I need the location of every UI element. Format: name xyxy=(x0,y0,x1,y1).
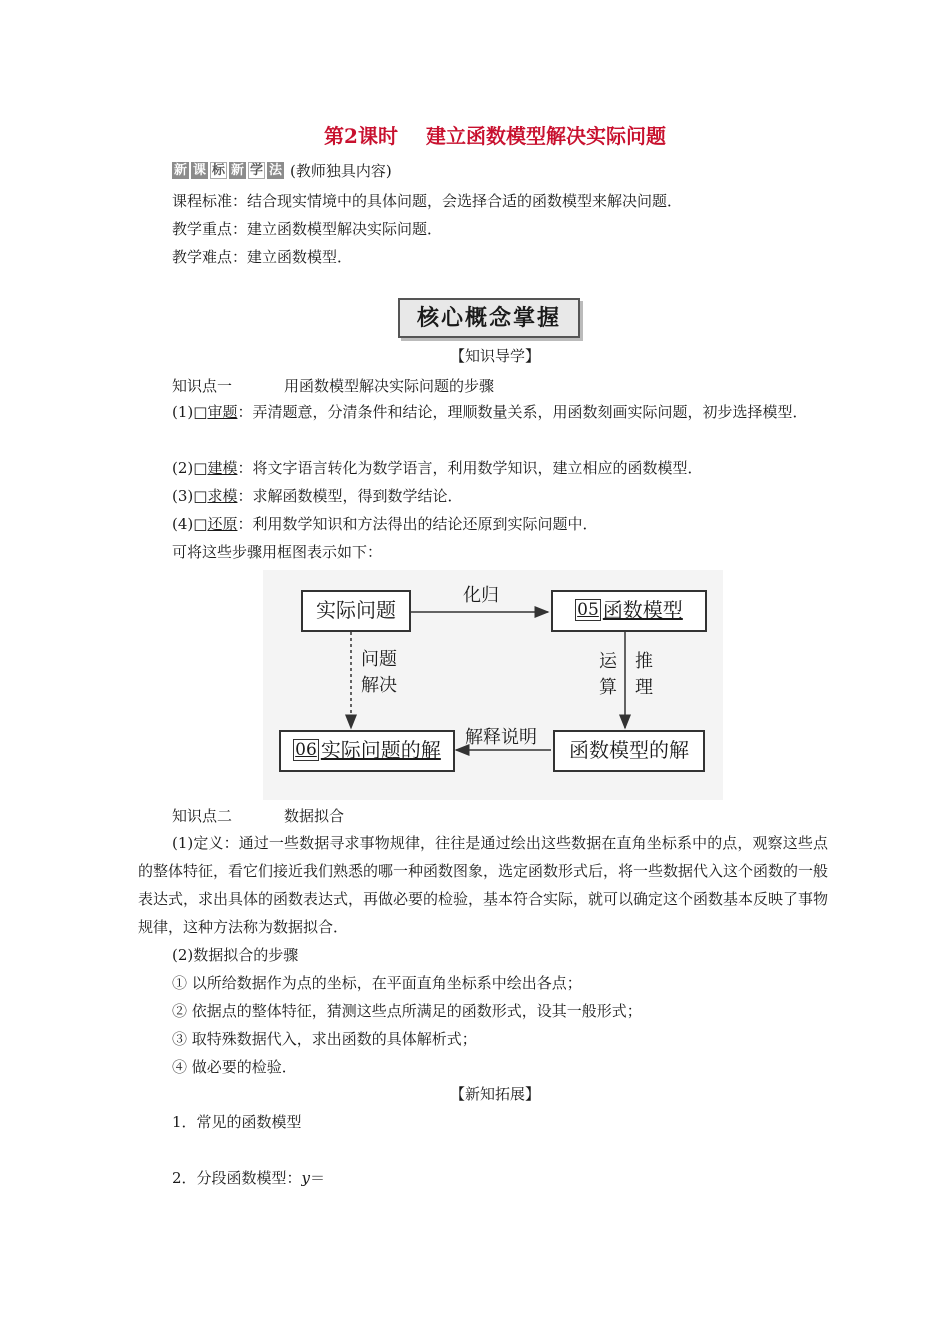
step-term: 审题 xyxy=(207,403,238,421)
diagram-intro: 可将这些步骤用框图表示如下： xyxy=(172,543,383,561)
label-calc-1: 运 xyxy=(599,651,617,672)
blank-number: 06 xyxy=(295,740,317,760)
badge-char: 标 xyxy=(211,163,225,178)
step-3: (3)□求模：求解函数模型，得到数学结论． xyxy=(172,487,463,505)
fit-step-1: ① 以所给数据作为点的坐标，在平面直角坐标系中绘出各点； xyxy=(172,974,582,992)
box-model-solution: 函数模型的解 xyxy=(553,730,705,772)
badge-char: 课 xyxy=(192,163,206,178)
step-1: (1)□审题：弄清题意，分清条件和结论，理顺数量关系，用函数刻画实际问题，初步选择模型． xyxy=(172,403,808,421)
section-banner: 核心概念掌握 xyxy=(398,298,580,338)
data-fitting-definition: (1)定义：通过一些数据寻求事物规律，往往是通过绘出这些数据在直角坐标系中的点，观察这些点的整体特征，看它们接近我们熟悉的哪一种函数图象，选定函数形式后，将一些数据代入这个函数的一般表达式，求出具体的函数表达式，再做必要的检验，基本符合实际，就可以确定这个函数基本反映了事物规律，这种方法称为数据拟合． xyxy=(138,834,829,936)
box-real-solution: 06 实际问题的解 xyxy=(279,730,455,772)
curriculum-standard: 课程标准：结合现实情境中的具体问题，会选择合适的函数模型来解决问题． xyxy=(172,192,683,210)
label-solve-2: 解决 xyxy=(361,675,397,696)
kp2-label: 知识点二 xyxy=(172,807,233,825)
step-term: 求模 xyxy=(207,487,238,505)
lesson-number: 第2课时 xyxy=(324,124,398,148)
common-function-models: 1．常见的函数模型 xyxy=(172,1113,302,1131)
label-reason-1: 推 xyxy=(635,651,653,672)
badge-char: 法 xyxy=(268,163,282,178)
badge-char: 学 xyxy=(249,163,263,178)
kp1-label: 知识点一 xyxy=(172,377,233,395)
step-term: 还原 xyxy=(207,515,238,533)
label-reduce: 化归 xyxy=(463,585,499,606)
label-reason-2: 理 xyxy=(635,677,653,698)
kp1-title: 用函数模型解决实际问题的步骤 xyxy=(284,377,495,395)
label-calc-2: 算 xyxy=(599,677,617,698)
teacher-note: (教师独具内容) xyxy=(290,162,392,180)
badge-char: 新 xyxy=(173,163,187,178)
step-2: (2)□建模：将文字语言转化为数学语言，利用数学知识，建立相应的函数模型． xyxy=(172,459,703,477)
lesson-topic: 建立函数模型解决实际问题 xyxy=(425,124,666,148)
guide-heading: 【知识导学】 xyxy=(449,347,540,365)
teaching-difficulty: 教学难点：建立函数模型． xyxy=(172,248,353,266)
fit-step-3: ③ 取特殊数据代入，求出函数的具体解析式； xyxy=(172,1030,477,1048)
flow-diagram xyxy=(263,570,723,800)
knowledge-point-1-heading xyxy=(172,376,494,396)
expand-heading: 【新知拓展】 xyxy=(449,1085,540,1103)
label-explain: 解释说明 xyxy=(465,727,537,748)
piecewise-function-model: 2．分段函数模型：y＝ xyxy=(172,1169,326,1187)
label-solve-1: 问题 xyxy=(361,649,397,670)
badge-char: 新 xyxy=(230,163,244,178)
data-fitting-steps-title: (2)数据拟合的步骤 xyxy=(172,946,299,964)
kp2-title: 数据拟合 xyxy=(284,807,345,825)
box-real-problem: 实际问题 xyxy=(301,590,411,632)
fit-step-2: ② 依据点的整体特征，猜测这些点所满足的函数形式，设其一般形式； xyxy=(172,1002,642,1020)
box-function-model: 05 函数模型 xyxy=(551,590,707,632)
teaching-focus: 教学重点：建立函数模型解决实际问题． xyxy=(172,220,443,238)
step-4: (4)□还原：利用数学知识和方法得出的结论还原到实际问题中． xyxy=(172,515,598,533)
page-title xyxy=(0,122,950,150)
blank-number: 05 xyxy=(577,600,599,620)
step-term: 建模 xyxy=(207,459,238,477)
knowledge-point-2-heading xyxy=(172,806,344,826)
fit-step-4: ④ 做必要的检验． xyxy=(172,1058,297,1076)
new-curriculum-badge xyxy=(172,160,392,181)
